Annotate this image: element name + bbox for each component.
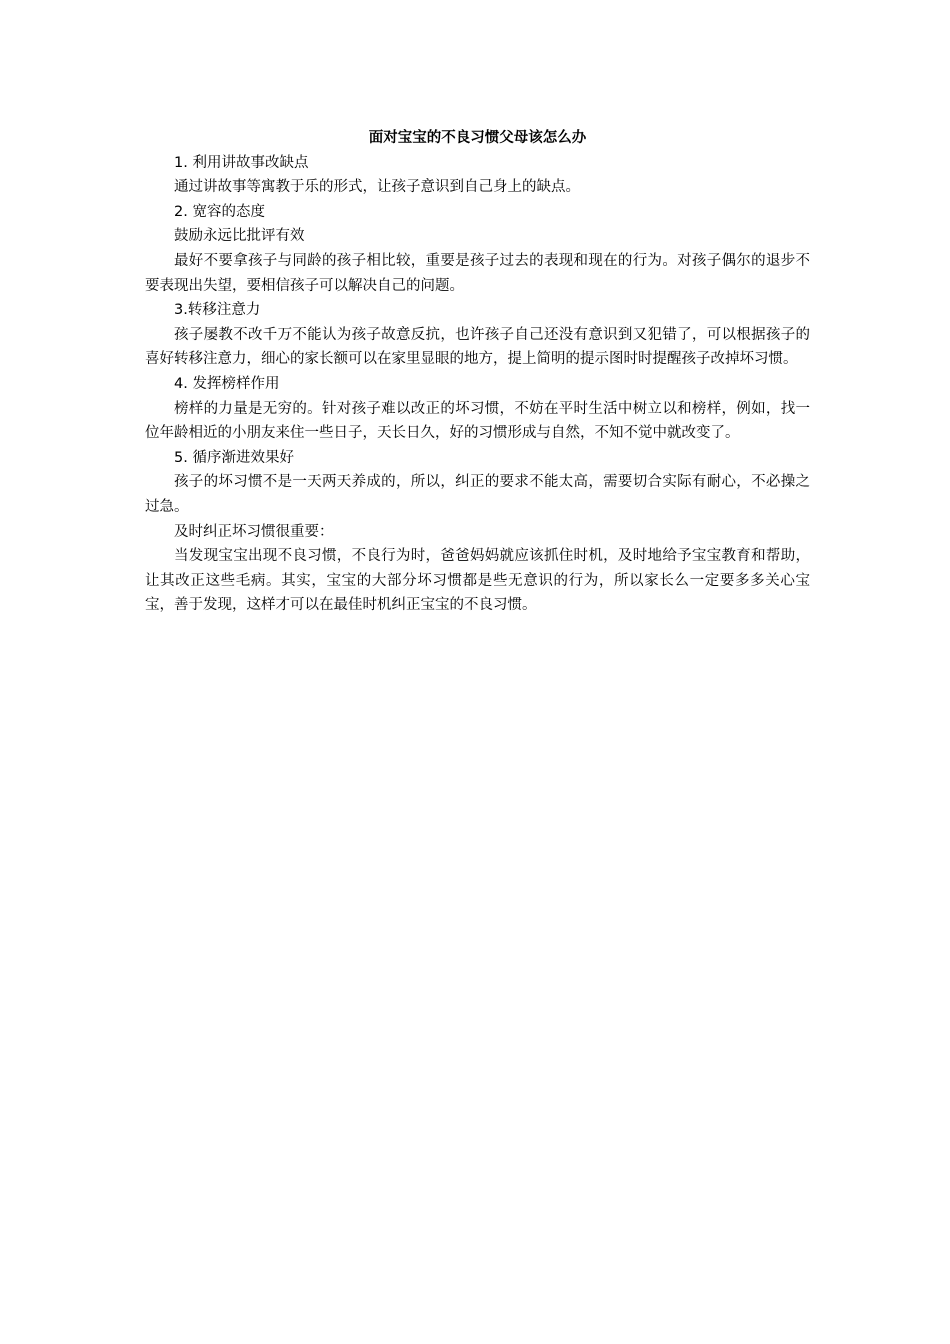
paragraph: 孩子的坏习惯不是一天两天养成的，所以，纠正的要求不能太高，需要切合实际有耐心，不必操之过急。 <box>145 474 810 515</box>
section-heading-3: 3.转移注意力 <box>174 302 261 319</box>
paragraph: 孩子屡教不改千万不能认为孩子故意反抗，也许孩子自己还没有意识到又犯错了，可以根据孩子的喜好转移注意力，细心的家长额可以在家里显眼的地方，提上简明的提示图时时提醒孩子改掉坏习惯。 <box>145 326 810 368</box>
paragraph: 鼓励永远比批评有效 <box>174 228 305 245</box>
section-heading-2: 2. 宽容的态度 <box>174 203 265 220</box>
paragraph: 及时纠正坏习惯很重要： <box>174 523 334 540</box>
section-heading-4: 4. 发挥榜样作用 <box>174 375 280 392</box>
document-content <box>145 126 810 618</box>
paragraph: 通过讲故事等寓教于乐的形式，让孩子意识到自己身上的缺点。 <box>174 179 580 196</box>
section-heading-5: 5. 循序渐进效果好 <box>174 449 294 466</box>
paragraph: 最好不要拿孩子与同龄的孩子相比较，重要是孩子过去的表现和现在的行为。对孩子偶尔的退步不要表现出失望，要相信孩子可以解决自己的问题。 <box>145 252 810 294</box>
paragraph: 榜样的力量是无穷的。针对孩子难以改正的坏习惯，不妨在平时生活中树立以和榜样，例如，找一位年龄相近的小朋友来住一些日子，天长日久，好的习惯形成与自然，不知不觉中就改变了。 <box>145 400 810 442</box>
section-heading-1: 1. 利用讲故事改缺点 <box>174 154 309 171</box>
document-title: 面对宝宝的不良习惯父母该怎么办 <box>368 130 587 146</box>
paragraph: 当发现宝宝出现不良习惯，不良行为时，爸爸妈妈就应该抓住时机，及时地给予宝宝教育和帮助，让其改正这些毛病。其实，宝宝的大部分坏习惯都是些无意识的行为，所以家长么一定要多多关心宝宝，善于发现，这样才可以在最佳时机纠正宝宝的不良习惯。 <box>145 548 810 614</box>
